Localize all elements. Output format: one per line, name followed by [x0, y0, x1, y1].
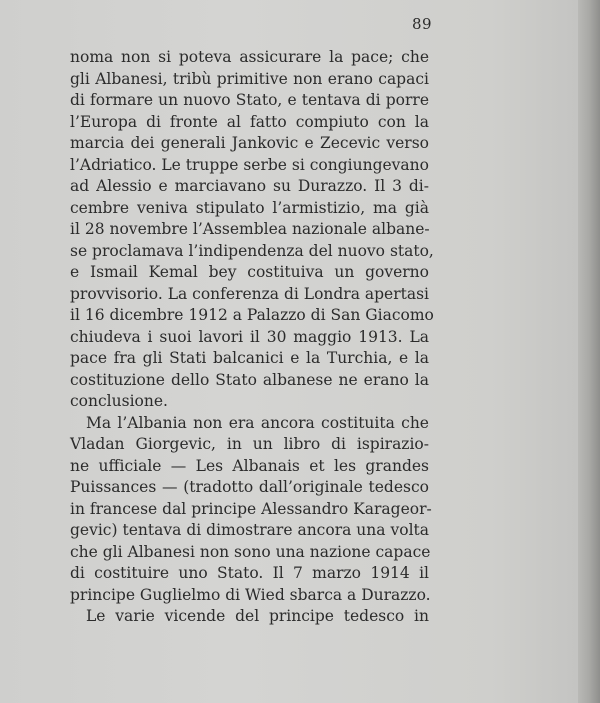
- text-line: che gli Albanesi non sono una nazione capace: [70, 542, 431, 561]
- text-line: il 16 dicembre 1912 a Palazzo di San Giacomo: [70, 306, 434, 324]
- text-line: marcia dei generali Jankovic e Zecevic verso: [70, 134, 429, 152]
- text-line: gevic) tentava di dimostrare ancora una volta: [70, 521, 429, 539]
- text-line: e Ismail Kemal bey costituiva un governo: [70, 263, 429, 281]
- text-line: Le varie vicende del principe tedesco in: [86, 607, 429, 625]
- text-line: gli Albanesi, tribù primitive non erano capaci: [70, 69, 429, 88]
- text-line: di costituire uno Stato. Il 7 marzo 1914 il: [70, 564, 429, 582]
- text-line: cembre veniva stipulato l’armistizio, ma già: [70, 198, 429, 217]
- text-line: noma non si poteva assicurare la pace; che: [70, 48, 429, 66]
- book-spine-edge: [578, 0, 600, 703]
- text-line: conclusione.: [70, 392, 168, 410]
- text-line: provvisorio. La conferenza di Londra apertasi: [70, 284, 430, 303]
- text-line: ne ufficiale — Les Albanais et les grandes: [70, 456, 429, 475]
- page-number: 89: [412, 15, 433, 33]
- text-line: chiudeva i suoi lavori il 30 maggio 1913. La: [70, 327, 429, 346]
- text-line: Ma l’Albania non era ancora costituita che: [86, 413, 429, 432]
- text-line: in francese dal principe Alessandro Karageor-: [70, 499, 432, 518]
- text-line: pace fra gli Stati balcanici e la Turchia, e la: [70, 349, 429, 367]
- text-line: principe Guglielmo di Wied sbarca a Durazzo.: [70, 585, 431, 604]
- text-line: l’Adriatico. Le truppe serbe si congiungevano: [70, 155, 429, 174]
- text-line: il 28 novembre l’Assemblea nazionale albane-: [70, 220, 430, 238]
- text-line: ad Alessio e marciavano su Durazzo. Il 3 di-: [70, 177, 429, 195]
- text-line: di formare un nuovo Stato, e tentava di porre: [70, 91, 429, 109]
- text-line: Puissances — (tradotto dall’originale tedesco: [70, 478, 429, 496]
- text-line: Vladan Giorgevic, in un libro di ispirazio-: [70, 435, 429, 453]
- text-line: costituzione dello Stato albanese ne erano la: [70, 370, 429, 389]
- text-line: l’Europa di fronte al fatto compiuto con la: [70, 112, 429, 131]
- text-line: se proclamava l’indipendenza del nuovo stato,: [70, 241, 434, 260]
- body-text: [70, 47, 434, 628]
